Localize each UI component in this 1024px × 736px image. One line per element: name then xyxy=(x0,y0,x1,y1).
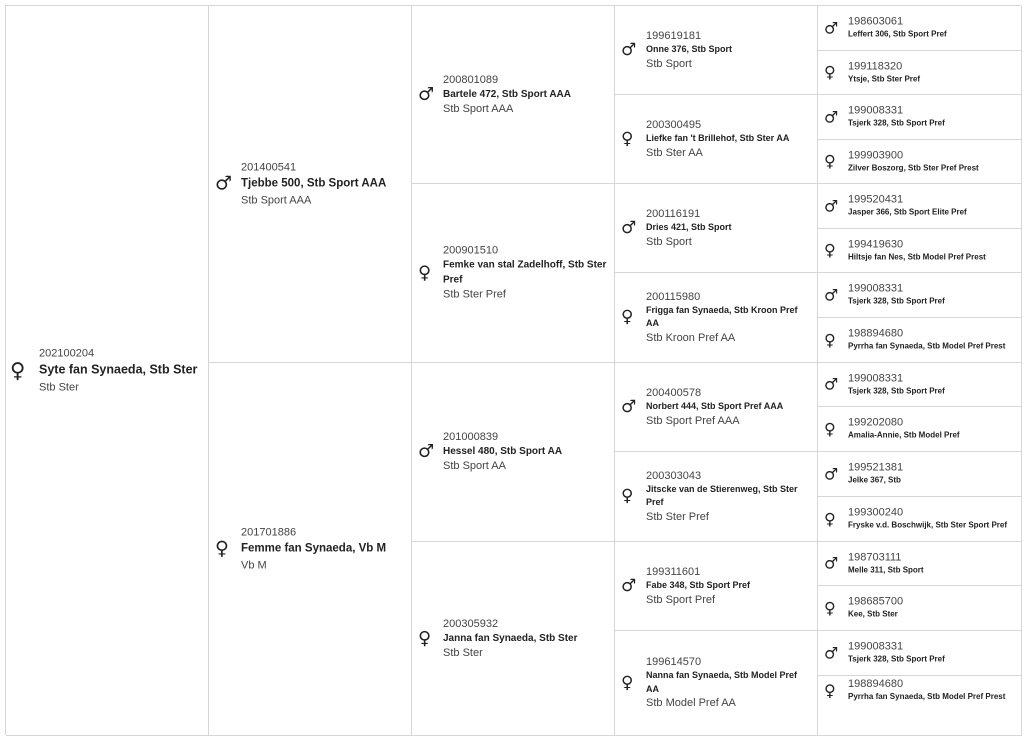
pedigree-cell-great-great-grandparent xyxy=(818,363,1022,407)
male-symbol-icon: ♂ xyxy=(621,39,637,60)
registration-number: 199300240 xyxy=(848,506,904,519)
pedigree-cell-great-great-grandparent xyxy=(818,140,1022,184)
horse-predicate: Stb Kroon Pref AA xyxy=(646,331,736,344)
male-symbol-icon: ♂ xyxy=(215,172,233,195)
horse-name: Jasper 366, Stb Sport Elite Pref xyxy=(848,207,967,217)
horse-predicate: Stb Sport AAA xyxy=(443,102,514,115)
horse-name: Zilver Boszorg, Stb Ster Pref Prest xyxy=(848,163,979,172)
male-symbol-icon: ♂ xyxy=(824,18,839,37)
horse-name: Jitscke van de Stierenweg, Stb Ster Pref xyxy=(646,483,798,507)
registration-number: 201400541 xyxy=(241,161,297,174)
registration-number: 200303043 xyxy=(646,469,702,482)
horse-name: Bartele 472, Stb Sport AAA xyxy=(443,88,571,100)
horse-name: Kee, Stb Ster xyxy=(848,609,898,619)
horse-predicate: Vb M xyxy=(241,559,267,572)
female-symbol-icon: ♀ xyxy=(621,307,634,327)
horse-predicate: Stb Sport Pref AAA xyxy=(646,414,740,427)
pedigree-cell-grandparent xyxy=(412,363,615,542)
registration-number: 199008331 xyxy=(848,372,904,384)
registration-number: 199311601 xyxy=(646,565,701,578)
horse-predicate: Stb Sport xyxy=(646,235,692,248)
male-symbol-icon: ♂ xyxy=(621,575,637,596)
horse-name: Fryske v.d. Boschwijk, Stb Ster Sport Pref xyxy=(848,520,1008,530)
pedigree-cell-great-great-grandparent xyxy=(818,631,1022,676)
male-symbol-icon: ♂ xyxy=(418,441,435,462)
horse-name: Frigga fan Synaeda, Stb Kroon Pref AA xyxy=(646,304,798,328)
female-symbol-icon: ♀ xyxy=(824,330,836,349)
registration-number: 199008331 xyxy=(848,282,904,295)
horse-predicate: Stb Model Pref AA xyxy=(646,697,736,709)
male-symbol-icon: ♂ xyxy=(621,396,637,417)
horse-name: Amalia-Annie, Stb Model Pref xyxy=(848,430,960,440)
registration-number: 200305932 xyxy=(443,617,499,630)
horse-name: Pyrrha fan Synaeda, Stb Model Pref Prest xyxy=(848,692,1006,701)
pedigree-cell-great-grandparent xyxy=(615,184,818,273)
female-symbol-icon: ♀ xyxy=(824,240,836,260)
horse-predicate: Stb Sport AA xyxy=(443,460,506,472)
horse-name: Femke van stal Zadelhoff, Stb Ster Pref xyxy=(443,259,607,286)
horse-predicate: Stb Sport xyxy=(646,57,692,70)
horse-name: Melle 311, Stb Sport xyxy=(848,565,924,574)
horse-name: Pyrrha fan Synaeda, Stb Model Pref Prest xyxy=(848,341,1006,351)
registration-number: 199008331 xyxy=(848,640,904,653)
male-symbol-icon: ♂ xyxy=(621,217,637,238)
pedigree-cell-great-grandparent xyxy=(615,95,818,184)
horse-name: Tsjerk 328, Stb Sport Pref xyxy=(848,654,945,664)
pedigree-cell-great-great-grandparent xyxy=(818,273,1022,318)
registration-number: 198894680 xyxy=(848,678,904,690)
registration-number: 199202080 xyxy=(848,416,904,429)
horse-name: Jelke 367, Stb xyxy=(848,475,901,485)
registration-number: 202100204 xyxy=(39,347,95,359)
male-symbol-icon: ♂ xyxy=(824,643,839,662)
pedigree-cell-great-grandparent xyxy=(615,452,818,542)
pedigree-cell-great-great-grandparent xyxy=(818,51,1022,95)
horse-name: Hiltsje fan Nes, Stb Model Pref Prest xyxy=(848,252,986,261)
female-symbol-icon: ♀ xyxy=(824,419,836,438)
pedigree-cell-great-great-grandparent xyxy=(818,407,1022,452)
female-symbol-icon: ♀ xyxy=(824,680,836,700)
female-symbol-icon: ♀ xyxy=(418,627,432,649)
male-symbol-icon: ♂ xyxy=(824,285,839,304)
female-symbol-icon: ♀ xyxy=(418,262,432,283)
horse-predicate: Stb Ster AA xyxy=(646,146,703,159)
horse-predicate: Stb Ster Pref xyxy=(443,288,506,301)
registration-number: 201000839 xyxy=(443,431,499,443)
registration-number: 198703111 xyxy=(848,551,902,563)
horse-predicate: Stb Ster xyxy=(39,381,79,393)
horse-name: Nanna fan Synaeda, Stb Model Pref AA xyxy=(646,670,798,694)
pedigree-cell-great-grandparent xyxy=(615,542,818,631)
female-symbol-icon: ♀ xyxy=(621,128,634,149)
horse-name: Liefke fan 't Brillehof, Stb Ster AA xyxy=(646,132,790,143)
pedigree-cell-great-great-grandparent xyxy=(818,586,1022,631)
pedigree-cell-great-grandparent xyxy=(615,273,818,363)
male-symbol-icon: ♂ xyxy=(824,553,839,573)
pedigree-cell-grandparent xyxy=(412,542,615,736)
pedigree-cell-sire xyxy=(209,6,412,363)
horse-name: Fabe 348, Stb Sport Pref xyxy=(646,579,751,590)
pedigree-cell-great-great-grandparent xyxy=(818,452,1022,497)
pedigree-cell-great-grandparent xyxy=(615,6,818,95)
registration-number: 199619181 xyxy=(646,29,702,42)
horse-predicate: Stb Sport Pref xyxy=(646,593,716,606)
registration-number: 198685700 xyxy=(848,595,904,608)
female-symbol-icon: ♀ xyxy=(824,62,836,82)
female-symbol-icon: ♀ xyxy=(824,509,836,528)
pedigree-cell-dam xyxy=(209,363,412,736)
male-symbol-icon: ♂ xyxy=(824,196,839,215)
pedigree-cell-great-grandparent xyxy=(615,363,818,452)
pedigree-cell-great-great-grandparent xyxy=(818,6,1022,51)
female-symbol-icon: ♀ xyxy=(621,672,634,693)
pedigree-cell-horse xyxy=(6,6,209,736)
male-symbol-icon: ♂ xyxy=(824,374,839,394)
pedigree-cell-great-great-grandparent xyxy=(818,318,1022,363)
female-symbol-icon: ♀ xyxy=(10,358,26,382)
pedigree-cell-great-grandparent xyxy=(615,631,818,736)
horse-predicate: Stb Sport AAA xyxy=(241,194,312,207)
horse-name: Tsjerk 328, Stb Sport Pref xyxy=(848,118,945,128)
male-symbol-icon: ♂ xyxy=(824,107,839,126)
horse-name: Syte fan Synaeda, Stb Ster xyxy=(39,362,198,376)
registration-number: 200116191 xyxy=(646,207,701,220)
pedigree-cell-grandparent xyxy=(412,6,615,184)
registration-number: 200115980 xyxy=(646,290,701,303)
horse-name: Norbert 444, Stb Sport Pref AAA xyxy=(646,400,784,411)
registration-number: 199614570 xyxy=(646,656,702,668)
female-symbol-icon: ♀ xyxy=(621,486,634,506)
horse-name: Femme fan Synaeda, Vb M xyxy=(241,542,387,555)
registration-number: 200801089 xyxy=(443,73,499,86)
horse-name: Onne 376, Stb Sport xyxy=(646,43,733,54)
female-symbol-icon: ♀ xyxy=(824,151,836,171)
female-symbol-icon: ♀ xyxy=(824,598,836,617)
pedigree-cell-great-great-grandparent xyxy=(818,497,1022,542)
pedigree-cell-grandparent xyxy=(412,184,615,363)
horse-predicate: Stb Ster xyxy=(443,646,483,659)
registration-number: 199008331 xyxy=(848,104,904,117)
registration-number: 201701886 xyxy=(241,526,297,539)
registration-number: 199118320 xyxy=(848,60,903,72)
registration-number: 198603061 xyxy=(848,15,904,28)
horse-name: Tsjerk 328, Stb Sport Pref xyxy=(848,296,945,306)
registration-number: 199903900 xyxy=(848,149,904,161)
pedigree-cell-great-great-grandparent xyxy=(818,676,1022,736)
pedigree-cell-great-great-grandparent xyxy=(818,184,1022,229)
pedigree-cell-great-great-grandparent xyxy=(818,542,1022,586)
horse-name: Hessel 480, Stb Sport AA xyxy=(443,446,563,457)
male-symbol-icon: ♂ xyxy=(418,83,435,105)
pedigree-cell-great-great-grandparent xyxy=(818,229,1022,273)
pedigree-cell-great-great-grandparent xyxy=(818,95,1022,140)
registration-number: 200400578 xyxy=(646,386,702,399)
male-symbol-icon: ♂ xyxy=(824,464,839,483)
horse-name: Leffert 306, Stb Sport Pref xyxy=(848,29,947,39)
female-symbol-icon: ♀ xyxy=(215,537,229,560)
registration-number: 198894680 xyxy=(848,327,904,340)
pedigree-table xyxy=(5,5,1021,735)
registration-number: 199419630 xyxy=(848,238,904,250)
registration-number: 200901510 xyxy=(443,244,499,257)
horse-name: Dries 421, Stb Sport xyxy=(646,221,732,232)
registration-number: 199521381 xyxy=(848,461,904,474)
registration-number: 200300495 xyxy=(646,118,702,131)
horse-name: Janna fan Synaeda, Stb Ster xyxy=(443,632,578,644)
registration-number: 199520431 xyxy=(848,193,904,206)
horse-name: Ytsje, Stb Ster Pref xyxy=(848,74,921,83)
horse-name: Tjebbe 500, Stb Sport AAA xyxy=(241,177,387,190)
horse-name: Tsjerk 328, Stb Sport Pref xyxy=(848,386,945,395)
horse-predicate: Stb Ster Pref xyxy=(646,510,709,523)
